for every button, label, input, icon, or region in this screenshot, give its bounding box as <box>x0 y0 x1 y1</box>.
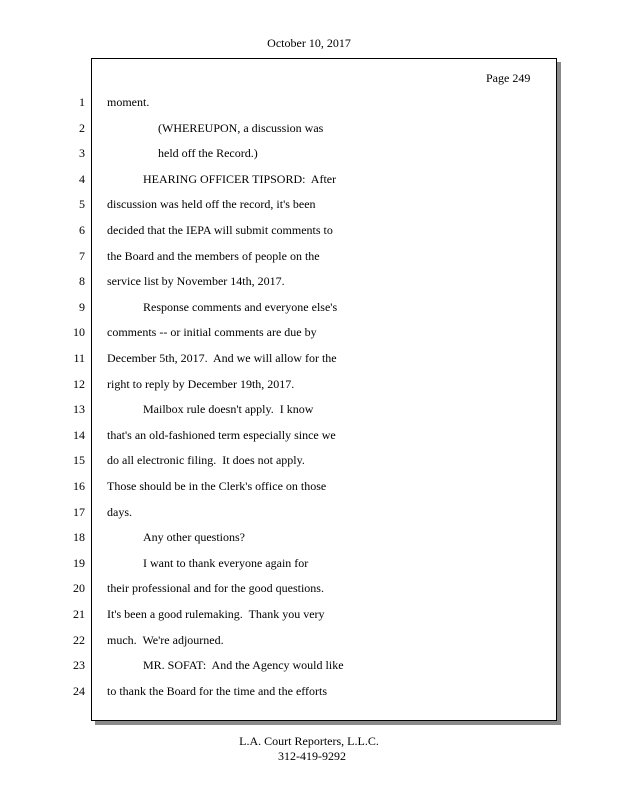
line-number: 14 <box>73 427 85 442</box>
line-number: 2 <box>79 120 85 135</box>
line-number: 9 <box>79 299 85 314</box>
line-text: (WHEREUPON, a discussion was <box>158 120 324 135</box>
line-text: Any other questions? <box>143 530 245 545</box>
line-text: held off the Record.) <box>158 146 258 161</box>
line-number: 12 <box>73 376 85 391</box>
transcript-line <box>0 274 618 300</box>
footer-phone: 312-419-9292 <box>278 749 346 763</box>
line-number: 16 <box>73 479 85 493</box>
transcript-line <box>0 505 618 531</box>
line-number: 1 <box>79 95 85 109</box>
line-number: 13 <box>73 402 85 417</box>
line-text: Response comments and everyone else's <box>143 299 338 314</box>
line-number: 6 <box>79 223 85 237</box>
line-text: It's been a good rulemaking. Thank you very <box>107 607 325 621</box>
transcript-line <box>0 428 618 454</box>
line-text: to thank the Board for the time and the efforts <box>107 683 328 698</box>
transcript-line <box>0 325 618 351</box>
line-number: 8 <box>79 274 85 289</box>
line-number: 22 <box>73 632 85 647</box>
line-text: I want to thank everyone again for <box>143 555 309 570</box>
line-text: HEARING OFFICER TIPSORD: After <box>143 171 337 186</box>
transcript-line <box>0 95 618 121</box>
transcript-line <box>0 300 618 326</box>
line-text: Those should be in the Clerk's office on those <box>107 479 327 493</box>
transcript-line <box>0 479 618 505</box>
line-number: 5 <box>79 197 85 212</box>
line-text: their professional and for the good questions. <box>107 581 324 596</box>
line-number: 17 <box>73 504 85 519</box>
transcript-line <box>0 633 618 659</box>
line-number: 15 <box>73 453 85 468</box>
line-number: 3 <box>79 146 85 161</box>
transcript-line <box>0 453 618 479</box>
page-number: Page 249 <box>486 71 531 85</box>
header-date: October 10, 2017 <box>267 36 351 50</box>
line-number: 11 <box>73 351 85 365</box>
transcript-line <box>0 146 618 172</box>
line-number: 7 <box>79 248 85 263</box>
line-number: 18 <box>73 530 85 545</box>
line-text: the Board and the members of people on the <box>107 248 320 263</box>
transcript-line <box>0 197 618 223</box>
transcript-line <box>0 377 618 403</box>
transcript-line <box>0 684 618 710</box>
transcript-line <box>0 351 618 377</box>
line-text: MR. SOFAT: And the Agency would like <box>143 658 344 673</box>
line-text: service list by November 14th, 2017. <box>107 274 285 289</box>
line-number: 19 <box>73 555 85 570</box>
line-text: moment. <box>107 95 150 109</box>
line-text: days. <box>107 504 132 519</box>
line-text: that's an old-fashioned term especially since we <box>107 427 336 442</box>
transcript-line <box>0 223 618 249</box>
transcript-line <box>0 581 618 607</box>
transcript-line <box>0 402 618 428</box>
transcript-line <box>0 172 618 198</box>
line-number: 21 <box>73 607 85 621</box>
transcript-line <box>0 249 618 275</box>
line-text: decided that the IEPA will submit comments to <box>107 223 333 237</box>
line-text: comments -- or initial comments are due by <box>107 325 317 340</box>
transcript-line <box>0 530 618 556</box>
line-text: much. We're adjourned. <box>107 632 224 647</box>
line-text: right to reply by December 19th, 2017. <box>107 376 295 391</box>
line-text: discussion was held off the record, it's been <box>107 197 316 212</box>
line-text: do all electronic filing. It does not apply. <box>107 453 305 468</box>
transcript-line <box>0 607 618 633</box>
transcript-line <box>0 658 618 684</box>
footer-company: L.A. Court Reporters, L.L.C. <box>239 734 379 748</box>
line-number: 24 <box>73 683 85 698</box>
line-text: Mailbox rule doesn't apply. I know <box>143 402 314 417</box>
line-number: 4 <box>79 171 85 186</box>
line-number: 20 <box>73 581 85 596</box>
line-number: 23 <box>73 658 85 673</box>
transcript-line <box>0 556 618 582</box>
transcript-line <box>0 121 618 147</box>
line-text: December 5th, 2017. And we will allow for the <box>107 351 337 365</box>
line-number: 10 <box>73 325 85 340</box>
